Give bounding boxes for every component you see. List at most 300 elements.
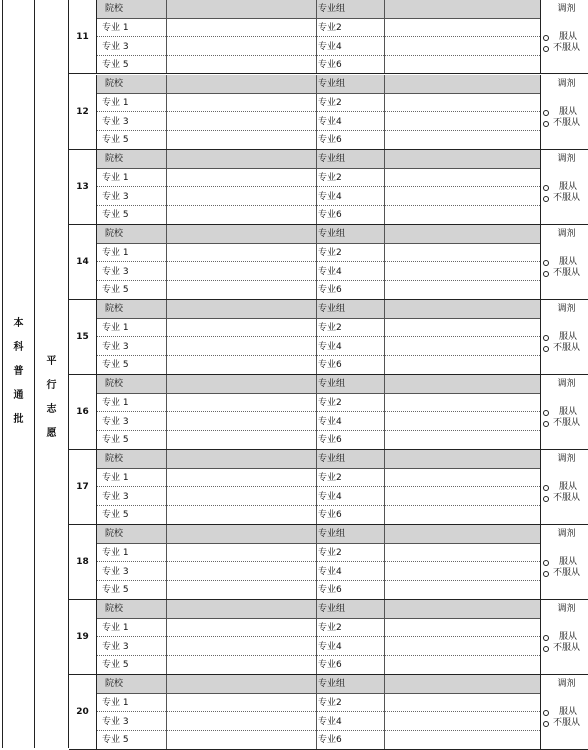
major-row bbox=[97, 19, 540, 37]
reject-option-label: 不服从 bbox=[553, 193, 581, 203]
reject-option[interactable] bbox=[543, 43, 580, 54]
major-label: 专业6 bbox=[318, 360, 342, 370]
major-label: 专业2 bbox=[318, 323, 342, 333]
volunteer-type-label bbox=[35, 350, 68, 446]
major-row bbox=[97, 581, 540, 599]
major-row bbox=[97, 656, 540, 674]
major-input[interactable] bbox=[167, 506, 315, 524]
accept-option-label: 服从 bbox=[559, 407, 578, 417]
radio-circle-icon[interactable] bbox=[543, 335, 549, 341]
major-input[interactable] bbox=[167, 694, 315, 711]
choice-block bbox=[69, 225, 588, 300]
reject-option-label: 不服从 bbox=[553, 418, 581, 428]
major-input[interactable] bbox=[167, 206, 315, 224]
column-divider bbox=[316, 525, 317, 599]
major-input[interactable] bbox=[385, 506, 539, 524]
major-input[interactable] bbox=[167, 488, 315, 505]
adjust-label: 调剂 bbox=[557, 154, 576, 164]
major-input[interactable] bbox=[167, 394, 315, 411]
major-label: 专业2 bbox=[318, 623, 342, 633]
major-input[interactable] bbox=[167, 263, 315, 280]
major-row bbox=[97, 244, 540, 262]
accept-option-label: 服从 bbox=[559, 632, 578, 642]
column-divider bbox=[166, 675, 167, 749]
major-label: 专业6 bbox=[318, 60, 342, 70]
major-label: 专业4 bbox=[318, 416, 342, 427]
column-divider bbox=[384, 300, 385, 374]
column-divider bbox=[166, 300, 167, 374]
major-label: 专业6 bbox=[318, 435, 342, 445]
column-divider bbox=[384, 450, 385, 524]
choice-block bbox=[69, 375, 588, 450]
choice-block bbox=[69, 450, 588, 525]
major-label: 专业 1 bbox=[102, 473, 129, 483]
choice-number: 15 bbox=[69, 300, 97, 374]
major-label: 专业 1 bbox=[102, 248, 129, 258]
reject-option[interactable] bbox=[543, 493, 580, 504]
major-label: 专业2 bbox=[318, 548, 342, 558]
column-divider bbox=[316, 675, 317, 749]
major-label: 专业 1 bbox=[102, 548, 129, 558]
major-row bbox=[97, 488, 540, 506]
column-divider bbox=[384, 150, 385, 224]
reject-option[interactable] bbox=[543, 418, 580, 429]
adjust-cell bbox=[540, 600, 588, 674]
major-input[interactable] bbox=[167, 356, 315, 374]
major-row bbox=[97, 188, 540, 206]
major-input[interactable] bbox=[385, 694, 539, 711]
school-label: 院校 bbox=[105, 229, 124, 239]
major-label: 专业4 bbox=[318, 116, 342, 127]
major-label: 专业6 bbox=[318, 735, 342, 745]
major-input[interactable] bbox=[385, 394, 539, 411]
major-input[interactable] bbox=[167, 544, 315, 561]
radio-circle-icon[interactable] bbox=[543, 196, 549, 202]
radio-circle-icon[interactable] bbox=[543, 496, 549, 502]
major-label: 专业 1 bbox=[102, 323, 129, 333]
major-row bbox=[97, 506, 540, 524]
choice-block bbox=[69, 525, 588, 600]
reject-option-label: 不服从 bbox=[553, 493, 581, 503]
major-label: 专业2 bbox=[318, 248, 342, 258]
school-label: 院校 bbox=[105, 679, 124, 689]
major-input[interactable] bbox=[385, 113, 539, 130]
major-label: 专业4 bbox=[318, 641, 342, 652]
reject-option-label: 不服从 bbox=[553, 343, 581, 353]
reject-option[interactable] bbox=[543, 268, 580, 279]
accept-option-label: 服从 bbox=[559, 257, 578, 267]
major-label: 专业 3 bbox=[102, 41, 129, 52]
major-row bbox=[97, 38, 540, 56]
choice-number: 18 bbox=[69, 525, 97, 599]
radio-circle-icon[interactable] bbox=[543, 421, 549, 427]
reject-option-label: 不服从 bbox=[553, 568, 581, 578]
major-row bbox=[97, 431, 540, 449]
choice-header-row bbox=[97, 75, 540, 94]
radio-circle-icon[interactable] bbox=[543, 35, 549, 41]
choice-number: 19 bbox=[69, 600, 97, 674]
major-input[interactable] bbox=[385, 319, 539, 336]
major-input[interactable] bbox=[385, 206, 539, 224]
major-label: 专业 5 bbox=[102, 435, 129, 445]
major-input[interactable] bbox=[167, 619, 315, 636]
major-label: 专业4 bbox=[318, 341, 342, 352]
major-input[interactable] bbox=[385, 281, 539, 299]
major-label: 专业2 bbox=[318, 473, 342, 483]
major-label: 专业 5 bbox=[102, 360, 129, 370]
adjust-label: 调剂 bbox=[557, 79, 576, 89]
major-group-label: 专业组 bbox=[318, 529, 346, 539]
major-row bbox=[97, 731, 540, 749]
volunteer-type-char: 行 bbox=[46, 380, 57, 391]
adjust-cell bbox=[540, 150, 588, 224]
major-row bbox=[97, 338, 540, 356]
major-input[interactable] bbox=[385, 131, 539, 149]
accept-option[interactable] bbox=[543, 332, 577, 343]
major-label: 专业 1 bbox=[102, 698, 129, 708]
adjust-cell bbox=[540, 0, 588, 73]
major-input[interactable] bbox=[385, 413, 539, 430]
major-input[interactable] bbox=[167, 563, 315, 580]
major-input[interactable] bbox=[385, 38, 539, 55]
choice-header-row bbox=[97, 675, 540, 694]
major-group-label: 专业组 bbox=[318, 154, 346, 164]
major-input[interactable] bbox=[167, 19, 315, 36]
accept-option-label: 服从 bbox=[559, 332, 578, 342]
major-row bbox=[97, 206, 540, 224]
radio-circle-icon[interactable] bbox=[543, 646, 549, 652]
choice-number: 17 bbox=[69, 450, 97, 524]
choice-header-row bbox=[97, 600, 540, 619]
column-divider bbox=[316, 450, 317, 524]
radio-circle-icon[interactable] bbox=[543, 485, 549, 491]
batch-category-column bbox=[2, 0, 35, 748]
accept-option-label: 服从 bbox=[559, 32, 578, 42]
radio-circle-icon[interactable] bbox=[543, 710, 549, 716]
school-label: 院校 bbox=[105, 79, 124, 89]
major-row bbox=[97, 413, 540, 431]
accept-option[interactable] bbox=[543, 407, 577, 418]
choice-number: 14 bbox=[69, 225, 97, 299]
major-input[interactable] bbox=[167, 338, 315, 355]
choice-block bbox=[69, 75, 588, 150]
major-row bbox=[97, 619, 540, 637]
batch-category-char: 批 bbox=[13, 414, 24, 425]
column-divider bbox=[384, 600, 385, 674]
adjust-label: 调剂 bbox=[557, 4, 576, 14]
major-input[interactable] bbox=[385, 619, 539, 636]
major-input[interactable] bbox=[385, 263, 539, 280]
choice-number: 11 bbox=[69, 0, 97, 73]
reject-option-label: 不服从 bbox=[553, 718, 581, 728]
major-input[interactable] bbox=[167, 113, 315, 130]
column-divider bbox=[166, 150, 167, 224]
reject-option[interactable] bbox=[543, 118, 580, 129]
major-label: 专业4 bbox=[318, 716, 342, 727]
column-divider bbox=[384, 375, 385, 449]
major-input[interactable] bbox=[385, 563, 539, 580]
column-divider bbox=[166, 225, 167, 299]
column-divider bbox=[166, 525, 167, 599]
major-input[interactable] bbox=[167, 413, 315, 430]
major-label: 专业6 bbox=[318, 135, 342, 145]
major-label: 专业 5 bbox=[102, 60, 129, 70]
radio-circle-icon[interactable] bbox=[543, 346, 549, 352]
batch-category-label bbox=[3, 312, 34, 432]
major-group-label: 专业组 bbox=[318, 679, 346, 689]
major-input[interactable] bbox=[167, 713, 315, 730]
major-label: 专业 5 bbox=[102, 285, 129, 295]
adjust-label: 调剂 bbox=[557, 304, 576, 314]
major-row bbox=[97, 56, 540, 74]
major-label: 专业 3 bbox=[102, 641, 129, 652]
major-input[interactable] bbox=[385, 656, 539, 674]
volunteer-type-char: 志 bbox=[46, 404, 57, 415]
column-divider bbox=[384, 0, 385, 73]
major-input[interactable] bbox=[167, 319, 315, 336]
major-label: 专业2 bbox=[318, 98, 342, 108]
major-label: 专业2 bbox=[318, 23, 342, 33]
radio-circle-icon[interactable] bbox=[543, 185, 549, 191]
major-group-label: 专业组 bbox=[318, 229, 346, 239]
accept-option-label: 服从 bbox=[559, 107, 578, 117]
school-label: 院校 bbox=[105, 154, 124, 164]
major-label: 专业4 bbox=[318, 566, 342, 577]
major-label: 专业 5 bbox=[102, 735, 129, 745]
radio-circle-icon[interactable] bbox=[543, 571, 549, 577]
column-divider bbox=[384, 675, 385, 749]
major-row bbox=[97, 319, 540, 337]
choices-grid bbox=[69, 0, 588, 748]
major-label: 专业 5 bbox=[102, 210, 129, 220]
accept-option[interactable] bbox=[543, 557, 577, 568]
major-input[interactable] bbox=[385, 544, 539, 561]
adjust-cell bbox=[540, 225, 588, 299]
school-label: 院校 bbox=[105, 4, 124, 14]
column-divider bbox=[316, 300, 317, 374]
major-row bbox=[97, 94, 540, 112]
column-divider bbox=[316, 75, 317, 149]
major-group-label: 专业组 bbox=[318, 604, 346, 614]
radio-circle-icon[interactable] bbox=[543, 560, 549, 566]
school-label: 院校 bbox=[105, 304, 124, 314]
batch-category-char: 科 bbox=[13, 342, 24, 353]
choice-header-row bbox=[97, 150, 540, 169]
batch-category-char: 本 bbox=[13, 318, 24, 329]
choice-header-row bbox=[97, 0, 540, 19]
major-row bbox=[97, 169, 540, 187]
accept-option-label: 服从 bbox=[559, 707, 578, 717]
major-label: 专业 1 bbox=[102, 23, 129, 33]
major-row bbox=[97, 281, 540, 299]
major-label: 专业6 bbox=[318, 585, 342, 595]
radio-circle-icon[interactable] bbox=[543, 271, 549, 277]
major-input[interactable] bbox=[167, 638, 315, 655]
major-input[interactable] bbox=[385, 188, 539, 205]
volunteer-type-char: 愿 bbox=[46, 428, 57, 439]
major-input[interactable] bbox=[167, 656, 315, 674]
accept-option[interactable] bbox=[543, 107, 577, 118]
reject-option[interactable] bbox=[543, 343, 580, 354]
major-input[interactable] bbox=[167, 38, 315, 55]
column-divider bbox=[384, 225, 385, 299]
adjust-label: 调剂 bbox=[557, 379, 576, 389]
major-input[interactable] bbox=[167, 188, 315, 205]
major-label: 专业2 bbox=[318, 698, 342, 708]
major-label: 专业 3 bbox=[102, 716, 129, 727]
major-input[interactable] bbox=[167, 56, 315, 74]
choice-header-row bbox=[97, 525, 540, 544]
choice-header-row bbox=[97, 300, 540, 319]
choice-header-row bbox=[97, 450, 540, 469]
column-divider bbox=[316, 600, 317, 674]
major-input[interactable] bbox=[167, 431, 315, 449]
major-label: 专业 3 bbox=[102, 566, 129, 577]
major-input[interactable] bbox=[167, 131, 315, 149]
reject-option[interactable] bbox=[543, 193, 580, 204]
choice-number: 13 bbox=[69, 150, 97, 224]
radio-circle-icon[interactable] bbox=[543, 721, 549, 727]
major-label: 专业 3 bbox=[102, 116, 129, 127]
major-input[interactable] bbox=[385, 94, 539, 111]
school-label: 院校 bbox=[105, 379, 124, 389]
major-input[interactable] bbox=[385, 488, 539, 505]
major-label: 专业 1 bbox=[102, 98, 129, 108]
radio-circle-icon[interactable] bbox=[543, 635, 549, 641]
major-input[interactable] bbox=[385, 431, 539, 449]
major-row bbox=[97, 713, 540, 731]
radio-circle-icon[interactable] bbox=[543, 121, 549, 127]
adjust-cell bbox=[540, 450, 588, 524]
major-input[interactable] bbox=[167, 94, 315, 111]
major-input[interactable] bbox=[385, 731, 539, 749]
reject-option[interactable] bbox=[543, 643, 580, 654]
major-group-label: 专业组 bbox=[318, 4, 346, 14]
reject-option[interactable] bbox=[543, 718, 580, 729]
accept-option[interactable] bbox=[543, 632, 577, 643]
batch-category-char: 普 bbox=[13, 366, 24, 377]
major-label: 专业 1 bbox=[102, 623, 129, 633]
major-group-label: 专业组 bbox=[318, 454, 346, 464]
accept-option[interactable] bbox=[543, 257, 577, 268]
major-input[interactable] bbox=[167, 169, 315, 186]
column-divider bbox=[384, 525, 385, 599]
major-row bbox=[97, 113, 540, 131]
major-input[interactable] bbox=[385, 56, 539, 74]
major-input[interactable] bbox=[385, 356, 539, 374]
school-label: 院校 bbox=[105, 604, 124, 614]
major-input[interactable] bbox=[385, 19, 539, 36]
major-input[interactable] bbox=[167, 581, 315, 599]
radio-circle-icon[interactable] bbox=[543, 260, 549, 266]
major-label: 专业 3 bbox=[102, 191, 129, 202]
choice-block bbox=[69, 600, 588, 675]
major-label: 专业 5 bbox=[102, 510, 129, 520]
reject-option[interactable] bbox=[543, 568, 580, 579]
choice-header-row bbox=[97, 375, 540, 394]
major-row bbox=[97, 469, 540, 487]
choice-number: 20 bbox=[69, 675, 97, 749]
column-divider bbox=[316, 0, 317, 73]
major-input[interactable] bbox=[385, 169, 539, 186]
choice-number: 12 bbox=[69, 75, 97, 149]
accept-option-label: 服从 bbox=[559, 182, 578, 192]
major-label: 专业4 bbox=[318, 266, 342, 277]
adjust-cell bbox=[540, 375, 588, 449]
column-divider bbox=[316, 225, 317, 299]
radio-circle-icon[interactable] bbox=[543, 46, 549, 52]
accept-option[interactable] bbox=[543, 482, 577, 493]
column-divider bbox=[166, 75, 167, 149]
reject-option-label: 不服从 bbox=[553, 268, 581, 278]
major-label: 专业 3 bbox=[102, 416, 129, 427]
reject-option-label: 不服从 bbox=[553, 643, 581, 653]
school-label: 院校 bbox=[105, 454, 124, 464]
major-label: 专业6 bbox=[318, 285, 342, 295]
major-label: 专业 3 bbox=[102, 266, 129, 277]
adjust-label: 调剂 bbox=[557, 679, 576, 689]
radio-circle-icon[interactable] bbox=[543, 410, 549, 416]
batch-category-char: 通 bbox=[13, 390, 24, 401]
adjust-label: 调剂 bbox=[557, 529, 576, 539]
major-input[interactable] bbox=[385, 713, 539, 730]
major-row bbox=[97, 131, 540, 149]
major-input[interactable] bbox=[385, 638, 539, 655]
accept-option[interactable] bbox=[543, 182, 577, 193]
choice-block bbox=[69, 150, 588, 225]
major-label: 专业 3 bbox=[102, 491, 129, 502]
reject-option-label: 不服从 bbox=[553, 43, 581, 53]
adjust-label: 调剂 bbox=[557, 454, 576, 464]
major-input[interactable] bbox=[167, 244, 315, 261]
major-label: 专业6 bbox=[318, 510, 342, 520]
major-row bbox=[97, 563, 540, 581]
radio-circle-icon[interactable] bbox=[543, 110, 549, 116]
accept-option[interactable] bbox=[543, 32, 577, 43]
choice-block bbox=[69, 675, 588, 750]
choice-block bbox=[69, 300, 588, 375]
major-input[interactable] bbox=[385, 581, 539, 599]
column-divider bbox=[166, 450, 167, 524]
major-group-label: 专业组 bbox=[318, 79, 346, 89]
major-label: 专业 3 bbox=[102, 341, 129, 352]
major-label: 专业 5 bbox=[102, 660, 129, 670]
accept-option[interactable] bbox=[543, 707, 577, 718]
volunteer-type-char: 平 bbox=[46, 356, 57, 367]
major-label: 专业4 bbox=[318, 191, 342, 202]
major-label: 专业2 bbox=[318, 173, 342, 183]
volunteer-type-column bbox=[35, 0, 69, 748]
major-row bbox=[97, 694, 540, 712]
major-label: 专业 1 bbox=[102, 173, 129, 183]
major-label: 专业4 bbox=[318, 41, 342, 52]
accept-option-label: 服从 bbox=[559, 482, 578, 492]
column-divider bbox=[316, 150, 317, 224]
column-divider bbox=[384, 75, 385, 149]
choice-number: 16 bbox=[69, 375, 97, 449]
major-label: 专业2 bbox=[318, 398, 342, 408]
school-label: 院校 bbox=[105, 529, 124, 539]
adjust-cell bbox=[540, 300, 588, 374]
major-input[interactable] bbox=[167, 469, 315, 486]
major-input[interactable] bbox=[167, 731, 315, 749]
major-input[interactable] bbox=[385, 338, 539, 355]
major-input[interactable] bbox=[385, 469, 539, 486]
major-input[interactable] bbox=[167, 281, 315, 299]
column-divider bbox=[166, 375, 167, 449]
major-label: 专业 5 bbox=[102, 135, 129, 145]
major-input[interactable] bbox=[385, 244, 539, 261]
